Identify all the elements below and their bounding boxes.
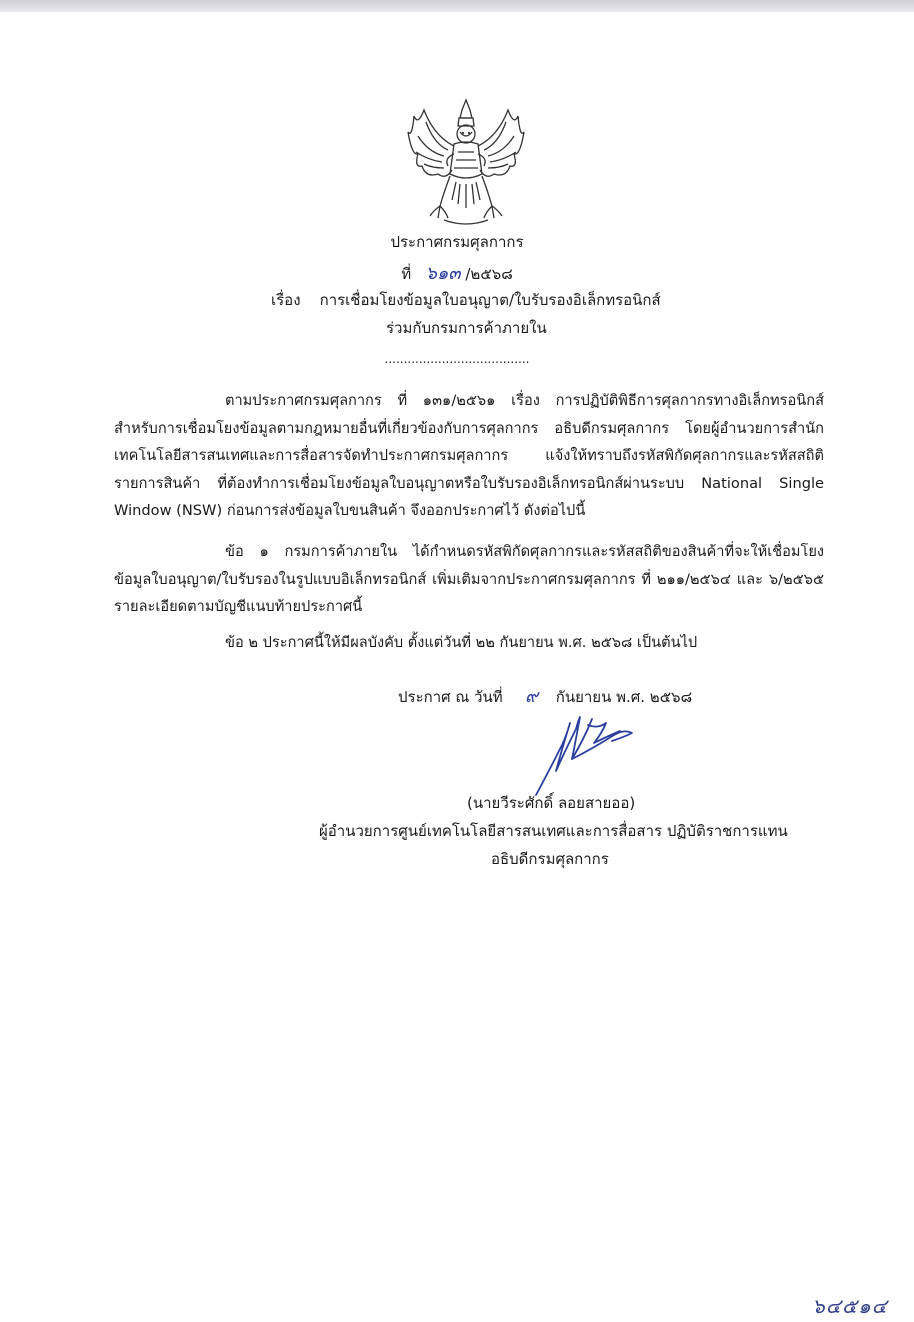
garuda-emblem (404, 96, 528, 228)
number-prefix: ที่ (401, 265, 412, 283)
handwritten-number: ๖๑๓ (425, 263, 461, 284)
handwritten-stamp-number: ๖๔๕๑๔ (812, 1294, 888, 1318)
viewer-top-bar (0, 0, 914, 12)
handwritten-signature (532, 709, 642, 799)
subject-line-2: ร่วมกับกรมการค้าภายใน (386, 319, 547, 337)
announcement-date (398, 681, 692, 710)
document-page (0, 12, 914, 1318)
subject-label: เรื่อง (271, 291, 301, 309)
separator-dots: ...................................... (384, 352, 530, 366)
body-paragraph-2: ข้อ ๑ กรมการค้าภายใน ได้กำหนดรหัสพิกัดศุลกากรและรหัสสถิติของสินค้าที่จะให้เชื่อมโยงข้อมูลใบอนุญาต/ใบรับรองในรูปแบบอิเล็กทรอนิกส์ เพิ่มเติมจากประกาศกรมศุลกากร ที่ ๒๑๑/๒๕๖๔ และ ๖/๒๕๖๕ รายละเอียดตามบัญชีแนบท้ายประกาศนี้ (114, 543, 824, 615)
date-suffix: กันยายน พ.ศ. ๒๕๖๘ (555, 688, 693, 706)
number-suffix: /๒๕๖๘ (465, 265, 513, 283)
subject-line-1 (271, 288, 661, 312)
body-paragraph-3: ข้อ ๒ ประกาศนี้ให้มีผลบังคับ ตั้งแต่วันที่ ๒๒ กันยายน พ.ศ. ๒๕๖๘ เป็นต้นไป (225, 634, 698, 651)
signatory-position-1: ผู้อำนวยการศูนย์เทคโนโลยีสารสนเทศและการสื่อสาร ปฏิบัติราชการแทน (319, 822, 788, 840)
signatory-name: (นายวีระศักดิ์ ลอยสายออ) (467, 794, 636, 812)
body-paragraph-1: ตามประกาศกรมศุลกากร ที่ ๑๓๑/๒๕๖๑ เรื่อง การปฏิบัติพิธีการศุลกากรทางอิเล็กทรอนิกส์ สำหรับการเชื่อมโยงข้อมูลตามกฎหมายอื่นที่เกี่ยวข้องกับการศุลกากร อธิบดีกรมศุลกากร โดยผู้อำนวยการสำนักเทคโนโลยีสารสนเทศและการสื่อสารจัดทำประกาศกรมศุลกากร แจ้งให้ทราบถึงรหัสพิกัดศุลกากรและรหัสสถิติ รายการสินค้า ที่ต้องทำการเชื่อมโยงข้อมูลใบอนุญาตหรือใบรับรองอิเล็กทรอนิกส์ผ่านระบบ National Single Window (NSW) ก่อนการส่งข้อมูลใบขนสินค้า จึงออกประกาศไว้ ดังต่อไปนี้ (114, 392, 824, 519)
date-prefix: ประกาศ ณ วันที่ (398, 688, 503, 706)
signatory-position-2: อธิบดีกรมศุลกากร (491, 850, 609, 868)
subject-text-1: การเชื่อมโยงข้อมูลใบอนุญาต/ใบรับรองอิเล็กทรอนิกส์ (319, 291, 661, 309)
announcement-number (0, 258, 914, 287)
announcement-title: ประกาศกรมศุลกากร (390, 233, 524, 251)
handwritten-day: ๙ (525, 686, 539, 707)
